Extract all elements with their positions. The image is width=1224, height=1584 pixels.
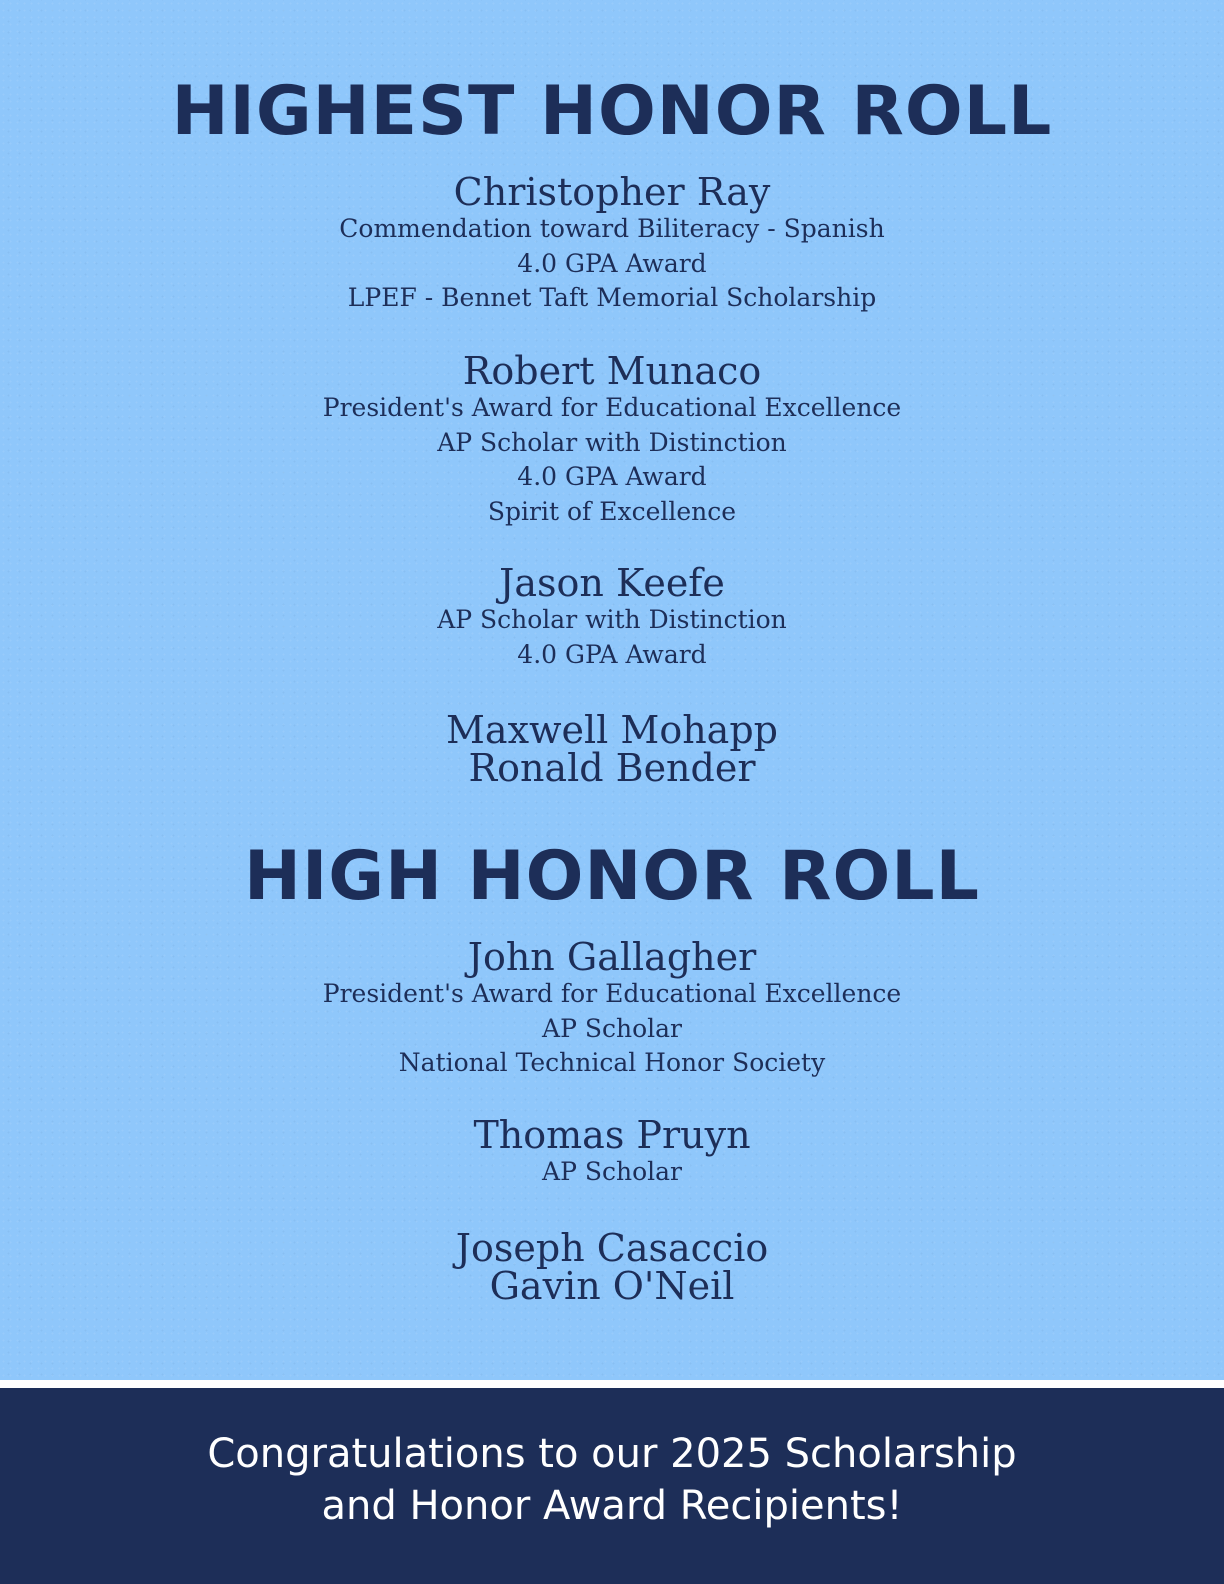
recipient-jason-keefe <box>0 563 1224 672</box>
recipient-name: Joseph Casaccio <box>455 1226 769 1270</box>
highest-honor-roll-title: HIGHEST HONOR ROLL <box>171 72 1053 151</box>
recipient-john-gallagher <box>0 937 1224 1081</box>
high-honor-roll-section <box>0 837 1224 916</box>
award-line: 4.0 GPA Award <box>517 248 707 278</box>
recipient-name: Ronald Bender <box>468 746 756 790</box>
recipient-christopher-ray <box>0 172 1224 316</box>
high-honor-roll-title: HIGH HONOR ROLL <box>244 837 980 916</box>
recipient-name: Robert Munaco <box>462 349 762 393</box>
award-line: President's Award for Educational Excellence <box>322 393 902 422</box>
award-line: 4.0 GPA Award <box>517 639 707 669</box>
award-line: AP Scholar with Distinction <box>437 427 787 457</box>
footer-line-2: and Honor Award Recipients! <box>321 1483 903 1529</box>
award-line: AP Scholar <box>542 1157 682 1186</box>
award-line: President's Award for Educational Excellence <box>322 979 902 1008</box>
footer-line-1: Congratulations to our 2025 Scholarship <box>207 1431 1017 1477</box>
congratulations-footer <box>0 1388 1224 1584</box>
award-line: 4.0 GPA Award <box>517 462 707 491</box>
recipient-name: John Gallagher <box>467 935 757 979</box>
highest-honor-roll-section <box>0 72 1224 151</box>
award-line: Commendation toward Biliteracy - Spanish <box>339 214 885 243</box>
award-line: Spirit of Excellence <box>487 496 737 526</box>
high-honor-other-names <box>0 1226 1224 1308</box>
award-line: National Technical Honor Society <box>398 1048 826 1077</box>
highest-honor-other-names <box>0 708 1224 790</box>
recipient-name: Maxwell Mohapp <box>446 708 778 752</box>
award-line: LPEF - Bennet Taft Memorial Scholarship <box>347 283 877 312</box>
recipient-name: Jason Keefe <box>499 561 725 605</box>
award-line: AP Scholar with Distinction <box>437 605 787 634</box>
recipient-robert-munaco <box>0 351 1224 529</box>
award-line: AP Scholar <box>542 1013 682 1043</box>
recipient-name: Gavin O'Neil <box>489 1264 735 1308</box>
recipient-thomas-pruyn <box>0 1115 1224 1190</box>
recipient-name: Christopher Ray <box>453 170 771 214</box>
recipient-name: Thomas Pruyn <box>473 1113 751 1157</box>
footer-divider <box>0 1380 1224 1388</box>
